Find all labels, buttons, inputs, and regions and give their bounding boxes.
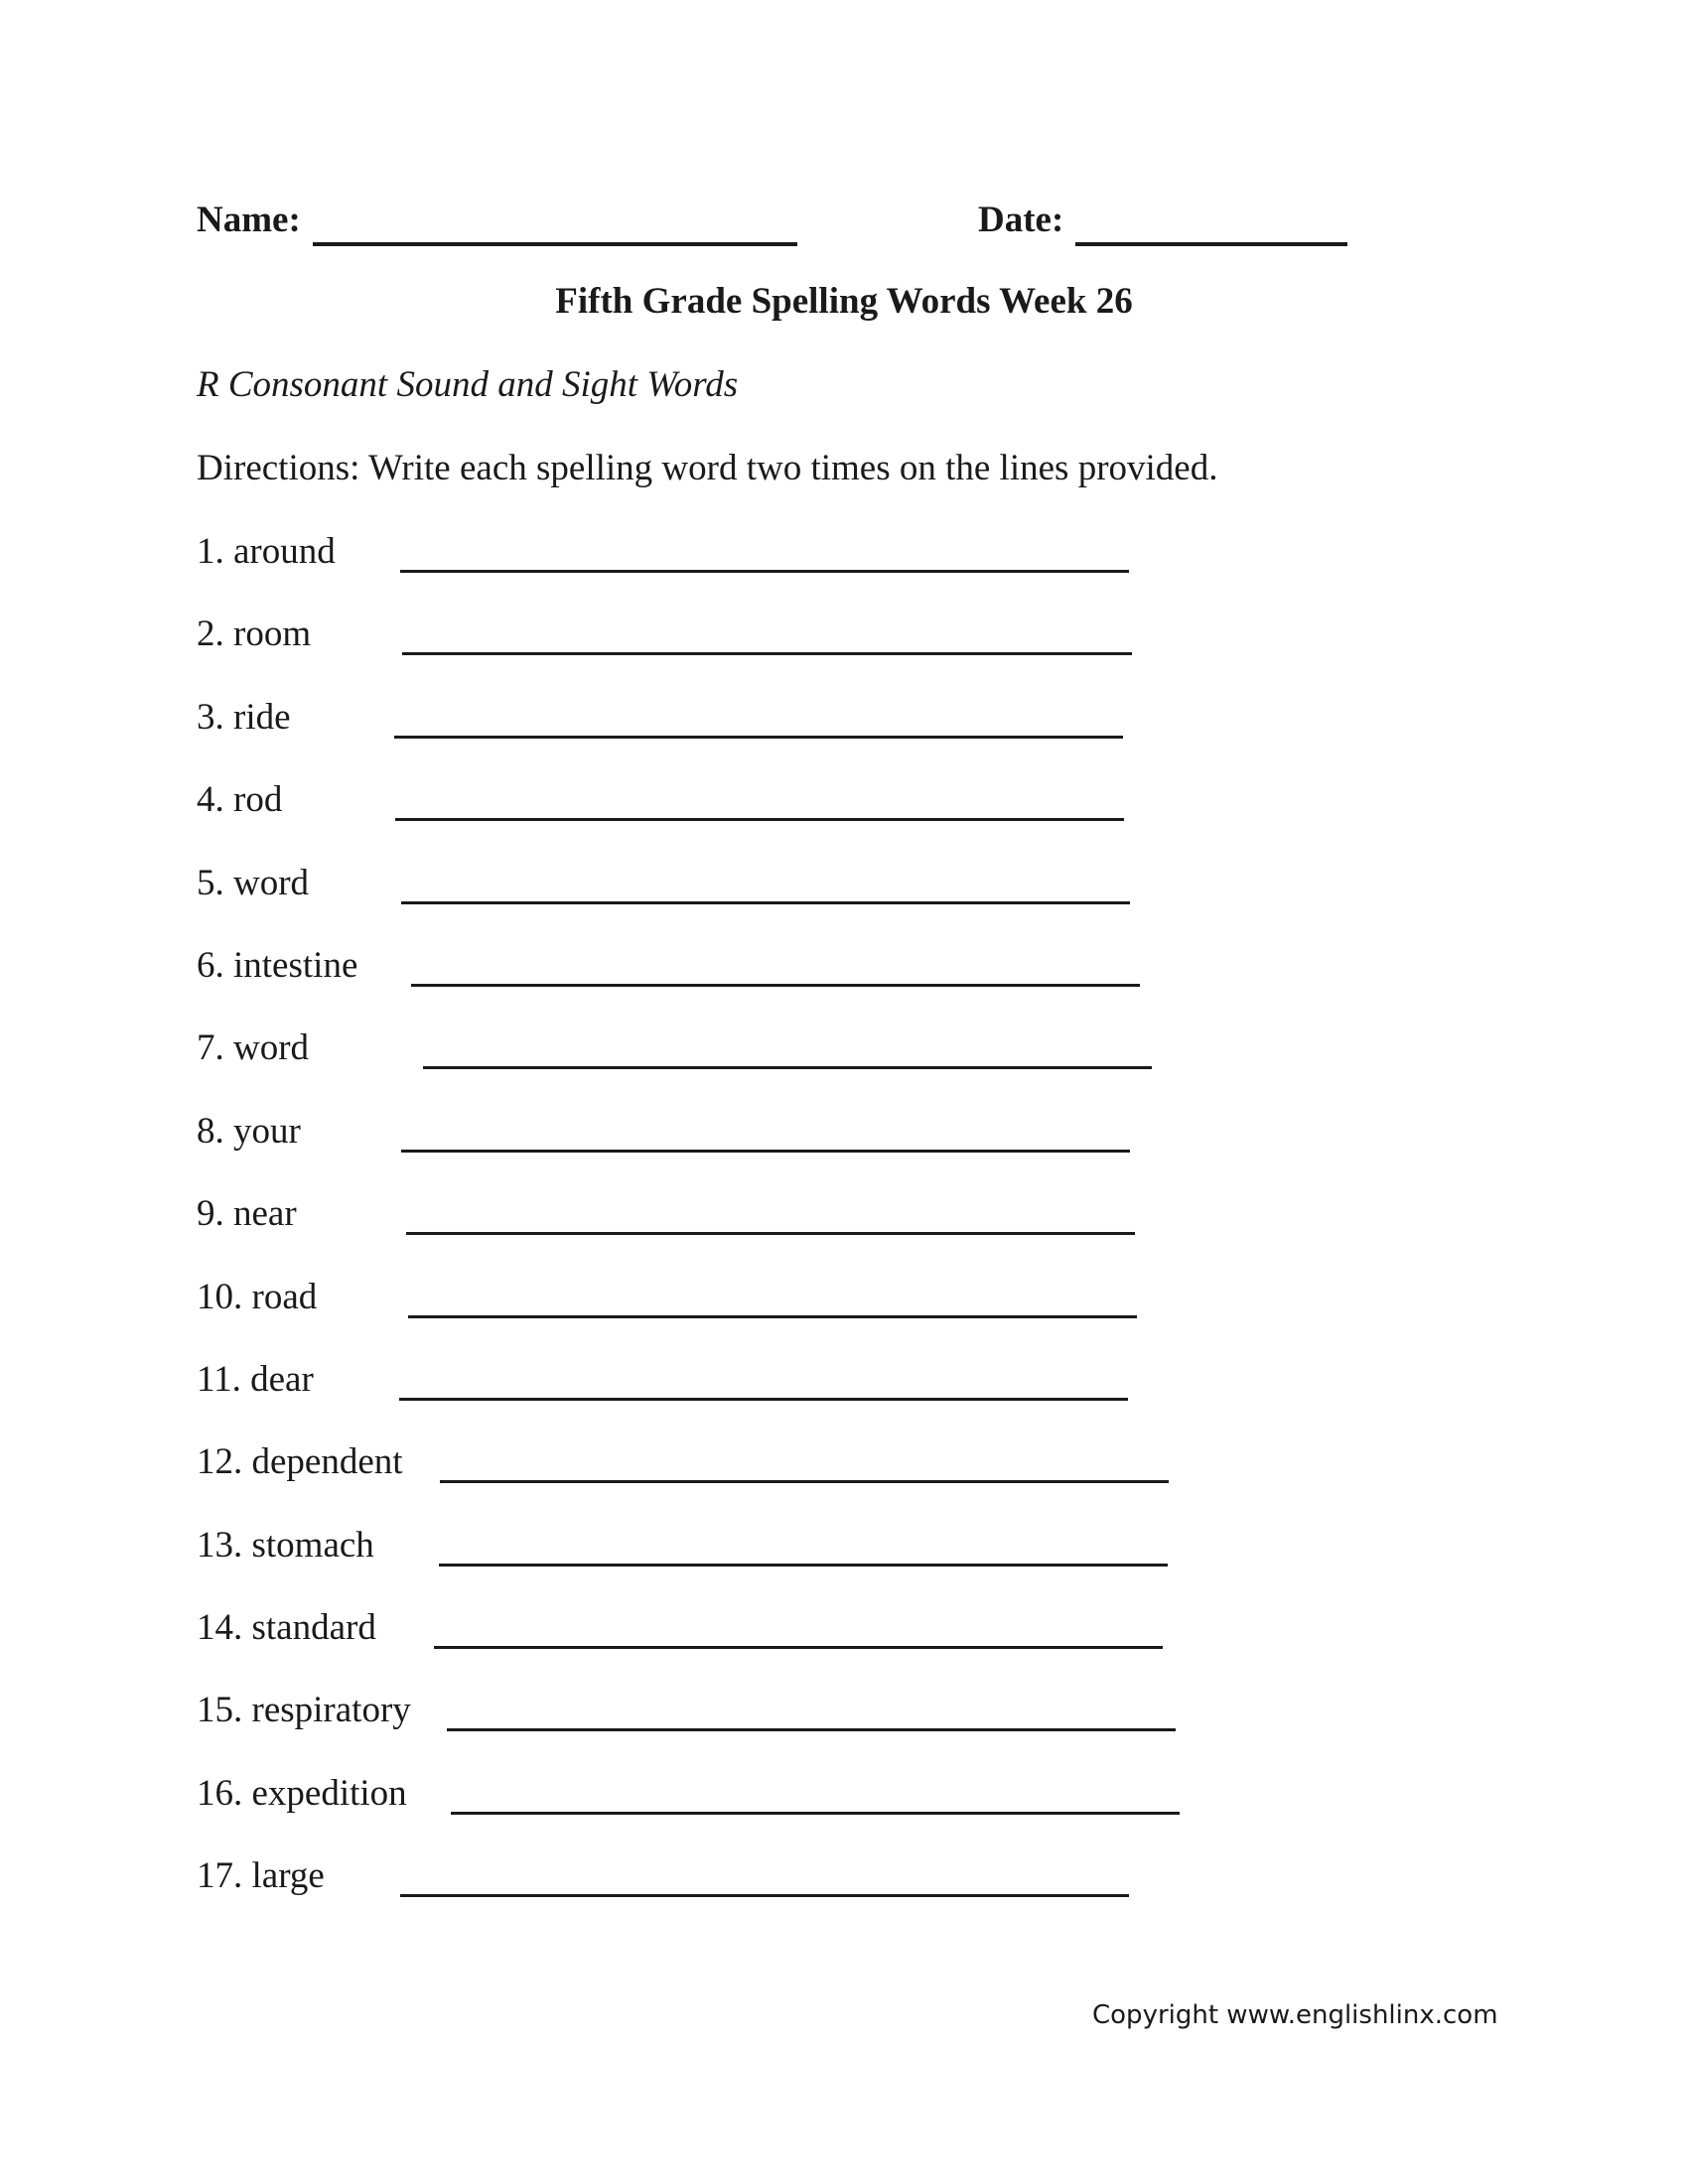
word-row [197, 858, 1388, 940]
word-row [197, 1850, 1388, 1933]
worksheet-title: Fifth Grade Spelling Words Week 26 [555, 281, 1133, 322]
spelling-word: 13. stomach [197, 1524, 374, 1566]
spelling-word: 7. word [197, 1027, 310, 1069]
spelling-word: 2. room [197, 614, 312, 655]
second-write-line[interactable] [725, 1150, 1130, 1153]
second-write-line[interactable] [724, 570, 1129, 573]
copyright-notice: Copyright www.englishlinx.com [1092, 2000, 1498, 2030]
second-write-line[interactable] [718, 736, 1123, 739]
spelling-word: 12. dependent [197, 1441, 403, 1483]
second-write-line[interactable] [727, 652, 1132, 655]
word-row [197, 1272, 1388, 1354]
word-row [197, 1436, 1388, 1519]
word-row [197, 1354, 1388, 1436]
spelling-word: 1. around [197, 531, 336, 572]
second-write-line[interactable] [724, 1894, 1129, 1897]
second-write-line[interactable] [719, 818, 1124, 821]
second-write-line[interactable] [747, 1066, 1152, 1069]
spelling-word: 15. respiratory [197, 1690, 411, 1731]
spelling-word: 6. intestine [197, 944, 358, 986]
worksheet-subtitle: R Consonant Sound and Sight Words [197, 364, 739, 405]
word-row [197, 1023, 1388, 1105]
second-write-line[interactable] [764, 1480, 1169, 1483]
word-row [197, 1188, 1388, 1271]
word-row [197, 1106, 1388, 1188]
spelling-word: 9. near [197, 1193, 297, 1235]
date-field [978, 195, 1347, 246]
word-row [197, 1520, 1388, 1602]
word-row [197, 609, 1388, 691]
second-write-line[interactable] [771, 1728, 1176, 1731]
name-write-line[interactable] [313, 203, 797, 246]
spelling-word: 4. rod [197, 779, 283, 821]
word-row [197, 940, 1388, 1023]
word-row [197, 1768, 1388, 1850]
spelling-word: 3. ride [197, 696, 291, 738]
word-row [197, 526, 1388, 609]
spelling-word: 17. large [197, 1855, 325, 1897]
spelling-word: 8. your [197, 1110, 301, 1152]
spelling-word: 10. road [197, 1276, 318, 1317]
word-row [197, 1685, 1388, 1767]
header-row [197, 195, 1348, 250]
second-write-line[interactable] [763, 1564, 1168, 1567]
second-write-line[interactable] [725, 901, 1130, 904]
date-label: Date: [978, 200, 1064, 240]
word-row [197, 1602, 1388, 1685]
second-write-line[interactable] [732, 1315, 1137, 1318]
date-write-line[interactable] [1075, 203, 1347, 246]
spelling-word-list [197, 526, 1388, 1934]
second-write-line[interactable] [730, 1232, 1135, 1235]
spelling-word: 14. standard [197, 1607, 376, 1649]
word-row [197, 774, 1388, 857]
name-field [197, 195, 797, 246]
second-write-line[interactable] [735, 984, 1140, 987]
directions-text: Directions: Write each spelling word two times on the lines provided. [197, 448, 1218, 488]
second-write-line[interactable] [723, 1398, 1128, 1401]
name-label: Name: [197, 200, 301, 240]
spelling-word: 11. dear [197, 1358, 314, 1400]
second-write-line[interactable] [774, 1812, 1180, 1815]
spelling-word: 16. expedition [197, 1772, 407, 1814]
spelling-word: 5. word [197, 862, 310, 903]
word-row [197, 692, 1388, 774]
second-write-line[interactable] [758, 1646, 1163, 1649]
